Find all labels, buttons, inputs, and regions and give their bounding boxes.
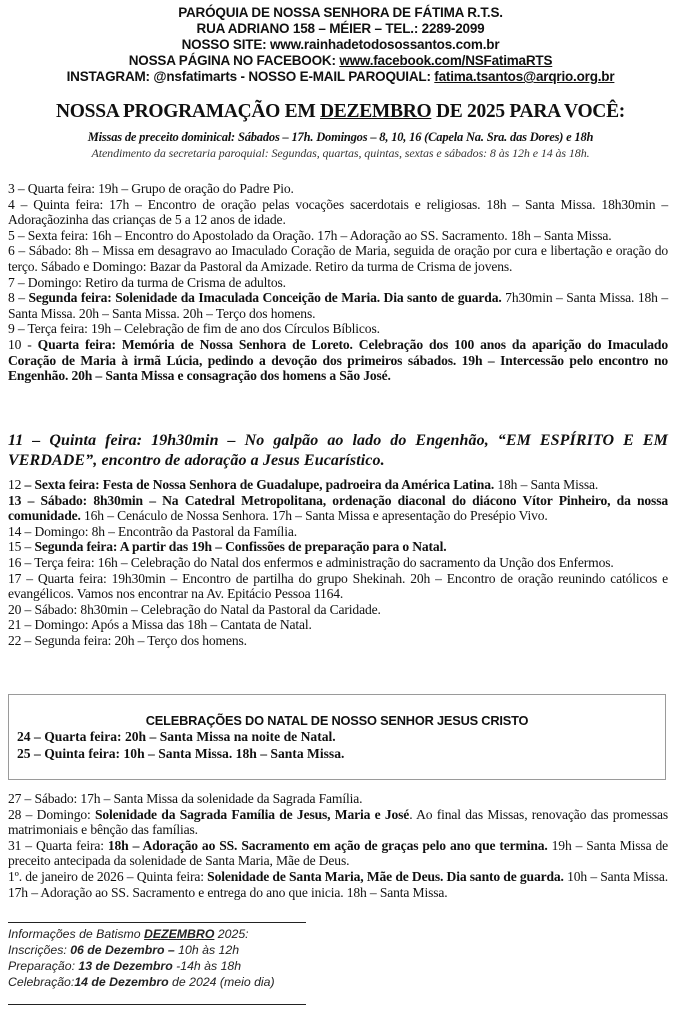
baptism-inscricoes: Inscrições: 06 de Dezembro – 10h às 12h (8, 943, 240, 957)
mass-times: Missas de preceito dominical: Sábados – 17h. Domingos – 8, 10, 16 (Capela Na. Sra. das Dores) e 18h (87, 130, 594, 144)
baptism-preparacao: Preparação: 13 de Dezembro -14h às 18h (8, 959, 242, 973)
office-hours: Atendimento da secretaria paroquial: Segundas, quartas, quintas, sextas e sábados: 8 às 12h e 14 às 18h. (91, 146, 590, 160)
schedule-entry: 4 – Quinta feira: 17h – Encontro de oração pelas vocações sacerdotais e religiosas. 18h – Santa Missa. 18h30min – Adoraçãozinha das crianças de 5 a 12 anos de idade. (8, 196, 668, 228)
site-label: NOSSO SITE: (181, 37, 270, 52)
schedule-entry: 17 – Quarta feira: 19h30min – Encontro de partilha do grupo Shekinah. 20h – Encontro de oração reunindo católicos e evangélicos. Vamos nos encontrar na Av. Epitácio Pessoa 1164. (8, 570, 668, 602)
christmas-day-line: 25 – Quinta feira: 10h – Santa Missa. 18h – Santa Missa. (17, 746, 345, 761)
schedule-entry: 13 – Sábado: 8h30min – Na Catedral Metropolitana, ordenação diaconal do diácono Vítor Pinheiro, da nossa comunidade. 16h – Cenáculo de Nossa Senhora. 17h – Santa Missa e apresentação do Presépio Vivo. (8, 492, 668, 524)
baptism-celebracao: Celebração:14 de Dezembro de 2024 (meio dia) (8, 975, 275, 989)
schedule-entry: 8 – Segunda feira: Solenidade da Imaculada Conceição de Maria. Dia santo de guarda. 7h30min – Santa Missa. 18h – Santa Missa. 20h – Santa Missa. 20h – Terço dos homens. (8, 290, 668, 321)
schedule-list-1 (8, 181, 668, 384)
divider-top (8, 922, 306, 923)
schedule-entry: 3 – Quarta feira: 19h – Grupo de oração do Padre Pio. (8, 181, 294, 196)
page-title (0, 100, 681, 124)
parish-address: RUA ADRIANO 158 – MÉIER – TEL.: 2289-2099 (196, 21, 485, 36)
schedule-entry: 7 – Domingo: Retiro da turma de Crisma de adultos. (8, 274, 286, 290)
instagram-label: INSTAGRAM: @nsfatimarts - NOSSO E-MAIL PAROQUIAL: (66, 69, 435, 84)
instagram-email-line (0, 69, 681, 85)
title-suffix: DE 2025 PARA VOCÊ: (431, 101, 625, 122)
schedule-entry: 16 – Terça feira: 16h – Celebração do Natal dos enfermos e administração do sacramento da Unção dos Enfermos. (8, 554, 614, 570)
schedule-entry: 15 – Segunda feira: A partir das 19h – Confissões de preparação para o Natal. (8, 539, 447, 555)
facebook-line (0, 53, 681, 69)
schedule-entry: 10 - Quarta feira: Memória de Nossa Senhora de Loreto. Celebração dos 100 anos da aparição do Imaculado Coração de Maria à irmã Lúcia, pedindo a devoção dos primeiros sábados. 19h – Intercessão pelo encontro no Engenhão. 20h – Santa Missa e consagração dos homens a São José. (8, 336, 668, 384)
divider-bottom (8, 1004, 306, 1005)
schedule-entry: 21 – Domingo: Após a Missa das 18h – Cantata de Natal. (8, 617, 312, 633)
email-link[interactable]: fatima.tsantos@arqrio.org.br (434, 69, 615, 84)
schedule-entry: 12 – Sexta feira: Festa de Nossa Senhora de Guadalupe, padroeira da América Latina. 18h – Santa Missa. (8, 477, 599, 492)
schedule-entry: 20 – Sábado: 8h30min – Celebração do Natal da Pastoral da Caridade. (8, 601, 381, 617)
title-month: DEZEMBRO (320, 101, 432, 122)
parish-name: PARÓQUIA DE NOSSA SENHORA DE FÁTIMA R.T.S. (178, 5, 503, 20)
schedule-entry: 28 – Domingo: Solenidade da Sagrada Família de Jesus, Maria e José. Ao final das Missas, renovação das promessas matrimoniais e bênção das famílias. (8, 806, 668, 838)
christmas-eve-line: 24 – Quarta feira: 20h – Santa Missa na noite de Natal. (17, 729, 336, 744)
schedule-entry: 1º. de janeiro de 2026 – Quinta feira: Solenidade de Santa Maria, Mãe de Deus. Dia santo de guarda. 10h – Santa Missa. 17h – Adoração ao SS. Sacramento e entrega do ano que inicia. 18h – Santa Missa. (8, 868, 668, 900)
christmas-celebrations-box (8, 694, 666, 780)
schedule-entry: 5 – Sexta feira: 16h – Encontro do Apostolado da Oração. 17h – Adoração ao SS. Sacramento. 18h – Santa Missa. (8, 227, 612, 243)
schedule-list-2 (8, 477, 668, 649)
christmas-title: CELEBRAÇÕES DO NATAL DE NOSSO SENHOR JESUS CRISTO (145, 713, 529, 728)
schedule-entry: 22 – Segunda feira: 20h – Terço dos homens. (8, 632, 247, 648)
highlight-event: 11 – Quinta feira: 19h30min – No galpão ao lado do Engenhão, “EM ESPÍRITO E EM VERDADE”, encontro de adoração a Jesus Eucarístico. (8, 432, 668, 469)
schedule-entry: 31 – Quarta feira: 18h – Adoração ao SS. Sacramento em ação de graças pelo ano que termina. 19h – Santa Missa de preceito antecipada da solenidade de Santa Maria, Mãe de Deus. (8, 837, 669, 869)
schedule-entry: 9 – Terça feira: 19h – Celebração de fim de ano dos Círculos Bíblicos. (8, 321, 380, 337)
schedule-list-3 (8, 791, 668, 900)
facebook-link[interactable]: www.facebook.com/NSFatimaRTS (339, 53, 553, 68)
parish-header (0, 5, 681, 85)
site-line (0, 37, 681, 53)
schedule-entry: 27 – Sábado: 17h – Santa Missa da solenidade da Sagrada Família. (8, 791, 363, 806)
facebook-label: NOSSA PÁGINA NO FACEBOOK: (128, 53, 340, 68)
baptism-heading: Informações de Batismo DEZEMBRO 2025: (8, 927, 249, 941)
schedule-entry: 14 – Domingo: 8h – Encontrão da Pastoral da Família. (8, 523, 297, 539)
title-prefix: NOSSA PROGRAMAÇÃO EM (56, 101, 320, 122)
schedule-entry: 6 – Sábado: 8h – Missa em desagravo ao Imaculado Coração de Maria, seguida de oração por cura e libertação e oração do terço. Sábado e Domingo: Bazar da Pastoral da Amizade. Retiro da turma de Crisma de jovens. (8, 243, 668, 274)
site-url[interactable]: www.rainhadetodosossantos.com.br (269, 37, 500, 52)
